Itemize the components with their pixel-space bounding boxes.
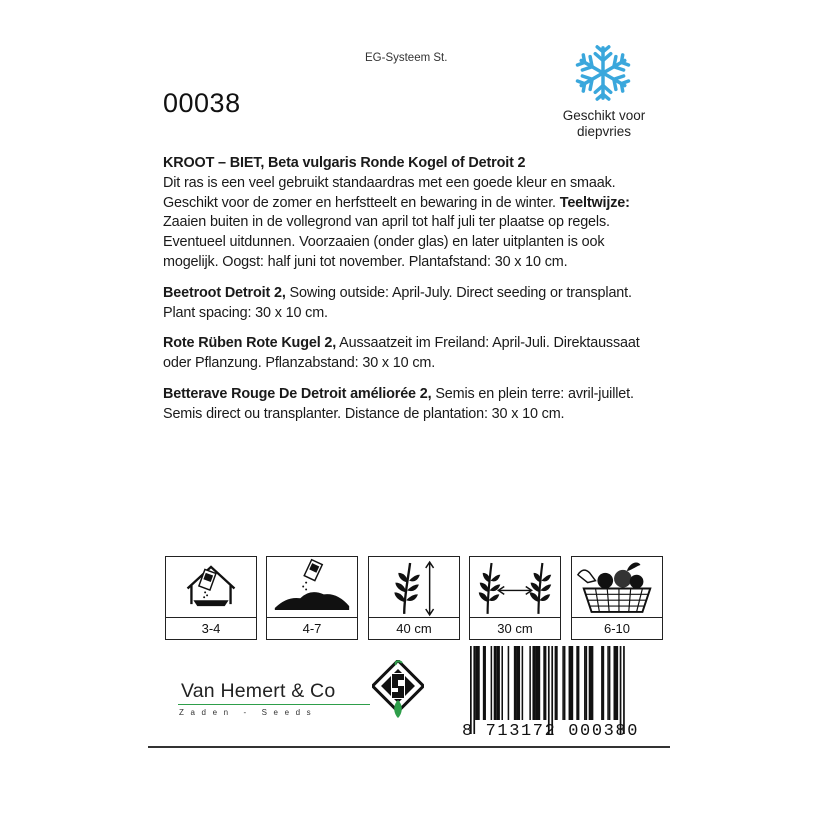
dutch-paragraph <box>163 154 663 273</box>
outdoor-sowing-icon <box>267 557 357 618</box>
barcode-bar <box>564 646 566 720</box>
barcode-guard-bar <box>470 646 472 734</box>
barcode-guard-bar <box>551 646 553 734</box>
plant-spacing-icon <box>470 557 560 618</box>
dutch-text-2: Zaaien buiten in de vollegrond van april tot half juli ter plaatse op regels. Eventueel uitdunnen. Voorzaaien (onder glas) en later uitplanten is ook mogelijk. Oogst: half juni tot november. Plantafstand: 30 x 10 cm. <box>163 214 610 270</box>
english-text: Sowing outside: April-July. Direct seeding or transplant. Plant spacing: 30 x 10 cm. <box>163 284 632 321</box>
outdoor-sowing-label: 4-7 <box>302 621 322 636</box>
harvest-label: 6-10 <box>603 621 631 636</box>
german-text: Aussaatzeit im Freiland: April-Juli. Direktaussaat oder Pflanzung. Pflanzabstand: 30 x 10 cm. <box>163 335 640 372</box>
icon-cell-height <box>368 556 460 640</box>
barcode-bar <box>555 646 558 720</box>
snowflake-icon <box>574 44 632 102</box>
german-title: Rote Rüben Rote Kugel 2, <box>163 335 337 352</box>
french-title: Betterave Rouge De Detroit améliorée 2, <box>163 385 432 402</box>
barcode-bar <box>562 646 564 720</box>
freeze-line-1: Geschikt voor <box>562 108 646 123</box>
brand-name: Van Hemert & Co <box>181 680 336 702</box>
barcode-bar <box>508 646 510 720</box>
icon-cell-spacing <box>469 556 561 640</box>
barcode-guard-bar <box>473 646 475 734</box>
product-code: 00038 <box>163 88 241 118</box>
barcode-guard-bar <box>548 646 550 734</box>
barcode-bar <box>529 646 531 720</box>
barcode-bar <box>609 646 611 720</box>
freeze-badge-text <box>545 108 663 140</box>
barcode-bar <box>584 646 586 720</box>
barcode-bar <box>576 646 579 720</box>
barcode-bar <box>589 646 594 720</box>
plant-height-icon <box>369 557 459 618</box>
barcode-bar <box>497 646 500 720</box>
barcode-bar <box>543 646 546 720</box>
barcode-bar <box>536 646 541 720</box>
company-emblem-icon <box>372 660 424 722</box>
brand-tagline: Zaden - Seeds <box>179 708 318 717</box>
dutch-text-1: Dit ras is een veel gebruikt standaardras met een goede kleur en smaak. Geschikt voor de zomer en herfstteelt en bewaring in de winter. <box>163 174 616 211</box>
freeze-line-2: diepvries <box>576 124 632 139</box>
plant-height-label: 40 cm <box>396 621 432 636</box>
barcode-digits: 8 713172 000380 <box>462 722 640 741</box>
barcode-bar <box>614 646 619 720</box>
barcode-bar <box>514 646 517 720</box>
barcode-guard-bar <box>623 646 625 734</box>
harvest-basket-icon <box>572 557 662 618</box>
barcode-bar <box>491 646 493 720</box>
barcode-bar <box>601 646 604 720</box>
french-paragraph <box>163 385 663 425</box>
barcode-bar <box>522 646 524 720</box>
barcode-bar <box>501 646 503 720</box>
cultivation-icons-row <box>165 556 664 640</box>
barcode-bar <box>586 646 588 720</box>
bottom-divider <box>148 746 670 748</box>
dutch-method-label: Teeltwijze: <box>559 194 630 211</box>
icon-cell-greenhouse <box>165 556 257 640</box>
plant-spacing-label: 30 cm <box>497 621 533 636</box>
english-title: Beetroot Detroit 2, <box>163 284 286 301</box>
dutch-title: KROOT – BIET, Beta vulgaris Ronde Kogel of Detroit 2 <box>163 155 526 171</box>
icon-cell-outdoor <box>266 556 358 640</box>
icon-cell-harvest <box>571 556 663 640</box>
brand-underline <box>178 704 370 705</box>
certification-label: EG-Systeem St. <box>365 52 448 64</box>
english-paragraph <box>163 284 663 324</box>
barcode-bar <box>569 646 574 720</box>
german-paragraph <box>163 334 663 374</box>
barcode-bar <box>607 646 609 720</box>
barcode-bar <box>475 646 480 720</box>
barcode-guard-bar <box>620 646 622 734</box>
barcode-bar <box>494 646 497 720</box>
greenhouse-sowing-icon <box>166 557 256 618</box>
barcode-bar <box>483 646 486 720</box>
barcode-bar <box>517 646 520 720</box>
description-block <box>163 154 663 436</box>
french-text: Semis en plein terre: avril-juillet. Semis direct ou transplanter. Distance de plantation: 30 x 10 cm. <box>163 385 634 422</box>
greenhouse-sowing-label: 3-4 <box>201 621 221 636</box>
barcode-bar <box>532 646 535 720</box>
